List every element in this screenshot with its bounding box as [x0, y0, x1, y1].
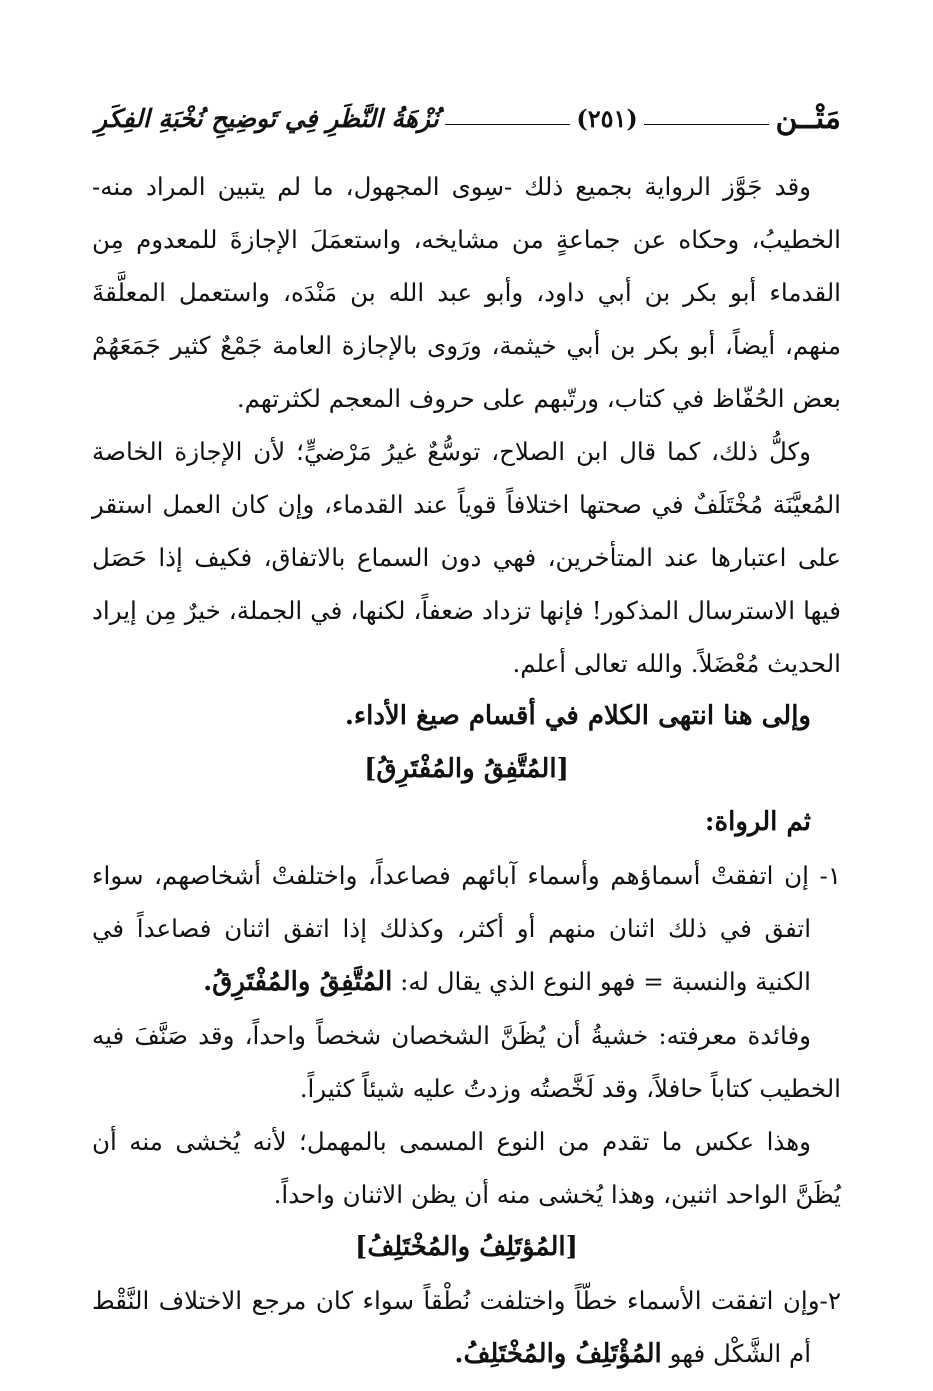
rawat-heading: ثم الرواة:: [704, 807, 811, 837]
paragraph-muhmal: وهذا عكس ما تقدم من النوع المسمى بالمهمل؛ لأنه يُخشى منه أن يُظَنَّ الواحد اثنين، وهذا يُخشى منه أن يظن الاثنان واحداً.: [92, 1127, 841, 1209]
page-number: (٢٥١): [576, 103, 638, 133]
paragraph-ibn-salah: وكلُّ ذلك، كما قال ابن الصلاح، توسُّعٌ غيرُ مَرْضيٍّ؛ لأن الإجازة الخاصة المُعيَّنَة مُخْتَلَفٌ في صحتها اختلافاً قوياً عند القدماء، وإن كان العمل استقر على اعتبارها عند المتأخرين، فهي دون السماع بالاتفاق، فكيف إذا حَصَل فيها الاسترسال المذكور! فإنها تزداد ضعفاً، لكنها، في الجملة، خيرٌ مِن إيراد الحديث مُعْضَلاً. والله تعالى أعلم.: [92, 437, 841, 678]
section-title-muttafiq: [المُتَّفِقُ والمُفْتَرِقُ]: [364, 754, 569, 784]
list-item-2-term: المُؤْتَلِفُ والمُخْتَلِفُ.: [454, 1339, 662, 1369]
section-title-mutalif: [المُؤتَلِفُ والمُخْتَلِفُ]: [355, 1232, 578, 1262]
header-rule-right: [644, 124, 770, 125]
list-item-1: [92, 849, 841, 1009]
paragraph-ijaza: وقد جَوَّز الرواية بجميع ذلك -سِوى المجهول، ما لم يتبين المراد منه- الخطيبُ، وحكاه عن جماعةٍ من مشايخه، واستعمَلَ الإجازةَ للمعدوم مِن القدماء أبو بكر بن أبي داود، وأبو عبد الله بن مَنْدَه، واستعمل المعلَّقةَ منهم، أيضاً، أبو بكر بن أبي خيثمة، ورَوى بالإجازة العامة جَمْعٌ كثير جَمَعَهُمْ بعض الحُفّاظ في كتاب، ورتّبهم على حروف المعجم لكثرتهم.: [92, 172, 841, 413]
matn-label: مَتْــن: [775, 100, 841, 136]
paragraph-faida: وفائدة معرفته: خشيةُ أن يُظَنَّ الشخصان شخصاً واحداً، وقد صَنَّفَ فيه الخطيب كتاباً حافلاً، وقد لَخَّصتُه وزدتُ عليه شيئاً كثيراً.: [92, 1021, 841, 1103]
list-item-1-term: المُتَّفِقُ والمُفْتَرِقُ.: [203, 967, 393, 997]
page-header: [95, 98, 841, 138]
list-item-1-text: ١- إن اتفقتْ أسماؤهم وأسماء آبائهم فصاعداً، واختلفتْ أشخاصهم، سواء اتفق في ذلك اثنان منهم أو أكثر، وكذلك إذا اتفق اثنان فصاعداً في الكنية والنسبة = فهو النوع الذي يقال له:: [92, 861, 841, 996]
header-rule-left: [445, 124, 571, 125]
closing-statement: وإلى هنا انتهى الكلام في أقسام صيغ الأداء.: [344, 701, 811, 731]
list-item-2-text: ٢-وإن اتفقت الأسماء خطّاً واختلفت نُطْقاً سواء كان مرجع الاختلاف النَّقْط أم الشَّكْل فهو: [92, 1286, 841, 1368]
book-title: نُزْهَةُ النَّظَرِ فِي تَوضِيحِ نُخْبَةِ الفِكَرِ: [94, 103, 439, 133]
list-item-2: [92, 1274, 841, 1381]
page-body: [92, 160, 841, 1381]
